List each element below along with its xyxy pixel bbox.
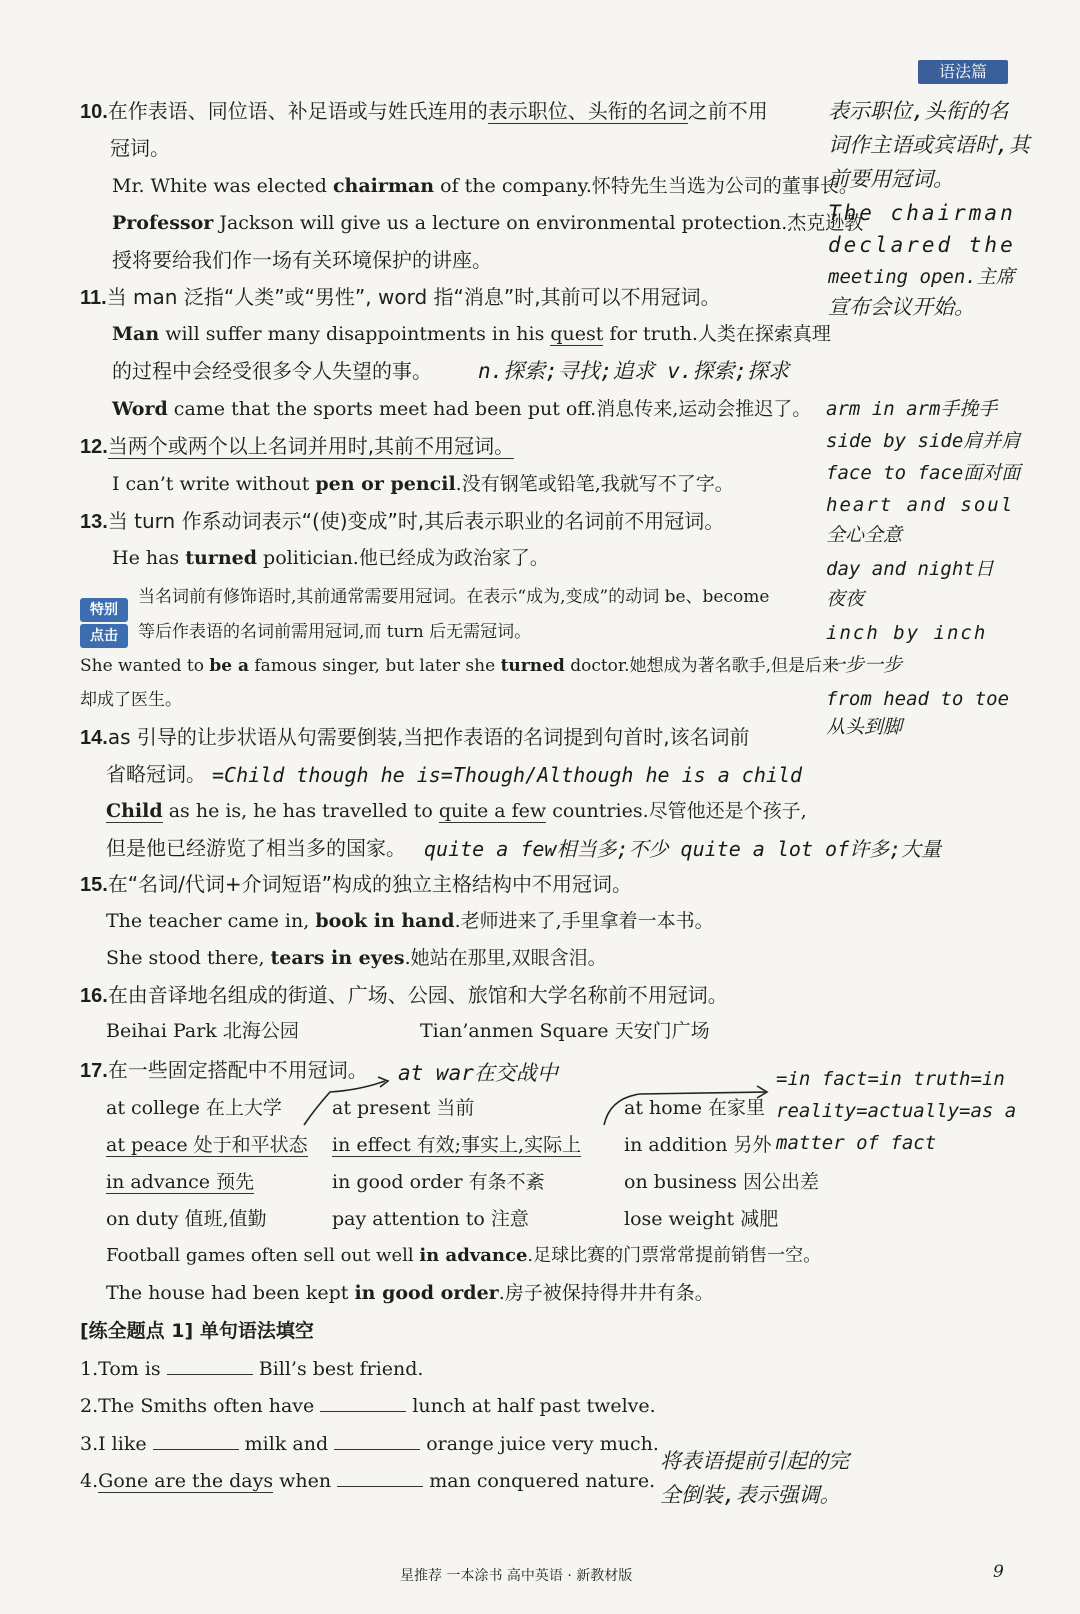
example-translation: 却成了医生。 [80, 690, 182, 710]
phrase: on duty 值班,值勤 [106, 1208, 267, 1230]
handwritten-phrase: inch by inch [826, 622, 988, 644]
example-translation: 的过程中会经受很多令人失望的事。 [112, 359, 432, 383]
handwritten-phrase: day and night日 [826, 558, 994, 580]
rule-number: 13. [80, 511, 108, 533]
phrase: at home 在家里 [624, 1097, 765, 1119]
example-text: . [527, 1245, 534, 1266]
question-text: lunch at half past twelve. [406, 1395, 656, 1417]
phrase: in good order 有条不紊 [332, 1171, 545, 1193]
example-translation: 消息传来,运动会推迟了。 [596, 398, 812, 420]
handwritten-phrase: 一步一步 [826, 654, 903, 676]
rule-14-cont: 省略冠词。 [106, 762, 206, 786]
phrase: lose weight 减肥 [624, 1208, 779, 1230]
example-text: . [498, 1282, 505, 1304]
handwritten-phrase: arm in arm手挽手 [826, 398, 998, 420]
example-right: Tian’anmen Square 天安门广场 [420, 1020, 710, 1042]
example-text: of the company. [434, 175, 592, 197]
rule-text: 当 turn 作系动词表示“(使)变成”时,其后表示职业的名词前不用冠词。 [107, 509, 725, 533]
handwritten-phrase: face to face面对面 [826, 462, 1021, 484]
example-bold: turned [185, 547, 258, 569]
handwritten-note-in-effect: matter of fact [776, 1132, 937, 1154]
phrase: pay attention to 注意 [332, 1208, 529, 1230]
rule-text: as 引导的让步状语从句需要倒装,当把作表语的名词提到句首时,该名词前 [107, 725, 750, 749]
example-translation: 她站在那里,双眼含泪。 [410, 947, 607, 969]
rule-number: 15. [80, 874, 108, 896]
phrase: at present 当前 [332, 1097, 475, 1119]
rule-text: 在由音译地名组成的街道、广场、公园、旅馆和大学名称前不用冠词。 [107, 983, 728, 1007]
handwritten-note-at-war: at war在交战中 [398, 1061, 558, 1085]
example-translation: 人类在探索真理 [697, 323, 831, 345]
question-text: when [273, 1470, 338, 1492]
question-text: milk and [238, 1433, 335, 1455]
example-text: famous singer, but later she [248, 656, 501, 676]
example-text: politician. [257, 547, 359, 569]
handwritten-phrase: heart and soul [826, 494, 1015, 516]
example-translation: 没有钢笔或铅笔,我就写不了字。 [461, 473, 734, 495]
question-text: 2.The Smiths often have [80, 1395, 321, 1417]
handwritten-phrase: 从头到脚 [826, 716, 903, 738]
example-text: She wanted to [80, 656, 210, 676]
handwritten-note-q4: 将表语提前引起的完 [660, 1449, 849, 1473]
rule-10-cont: 冠词。 [110, 136, 170, 160]
phrase-underlined: at peace 处于和平状态 [106, 1134, 308, 1156]
example-bold: Professor [112, 212, 214, 234]
phrase-underlined: in effect 有效;事实上,实际上 [332, 1134, 582, 1156]
example-text: came that the sports meet had been put off. [167, 398, 597, 420]
example-bold: in good order [354, 1282, 499, 1304]
rule-number: 11. [80, 287, 107, 309]
example-text: for truth. [603, 323, 698, 345]
footer-text: 星推荐 一本涂书 高中英语 · 新教材版 [400, 1568, 633, 1584]
example-bold: Child [106, 800, 163, 822]
handwritten-note-quest: n.探索;寻找;追求 v.探索;探求 [478, 359, 790, 383]
example-bold: pen or pencil [315, 473, 456, 495]
handwritten-note: 宣布会议开始。 [828, 295, 975, 319]
example-text: will suffer many disappointments in his [159, 323, 551, 345]
example-bold: book in hand [315, 910, 455, 932]
rule-number: 16. [80, 985, 108, 1007]
example-translation: 他已经成为政治家了。 [358, 547, 549, 569]
rule-text: 在一些固定搭配中不用冠词。 [107, 1058, 368, 1082]
handwritten-note: The chairman [828, 201, 1016, 225]
practice-title: [练全题点 1] 单句语法填空 [80, 1320, 314, 1342]
badge-text: 特别 [80, 598, 128, 622]
example-translation: 尽管他还是个孩子, [648, 800, 807, 822]
handwritten-note: 前要用冠词。 [828, 167, 954, 191]
special-note-text: 当名词前有修饰语时,其前通常需要用冠词。在表示“成为,变成”的动词 be、become [138, 587, 770, 607]
example-bold: tears in eyes [270, 947, 405, 969]
phrase-underlined: in advance 预先 [106, 1171, 255, 1193]
handwritten-note: 词作主语或宾语时,其 [828, 133, 1030, 157]
question-text: 1.Tom is [80, 1358, 167, 1380]
example-text: Mr. White was elected [112, 175, 333, 197]
phrase: at college 在上大学 [106, 1097, 282, 1119]
example-left: Beihai Park 北海公园 [106, 1020, 299, 1042]
rule-text: 当 man 泛指“人类”或“男性”, word 指“消息”时,其前可以不用冠词。 [106, 285, 721, 309]
example-text: doctor. [564, 656, 630, 676]
example-text: He has [112, 547, 186, 569]
phrase: in addition 另外 [624, 1134, 772, 1156]
example-translation: 怀特先生当选为公司的董事长。 [591, 175, 858, 197]
example-text: I can’t write without [112, 473, 316, 495]
example-translation: 但是他已经游览了相当多的国家。 [106, 836, 406, 860]
example-underlined: quite a few [438, 800, 547, 822]
handwritten-note: declared the [828, 233, 1016, 257]
rule-text: 之前不用 [687, 99, 768, 123]
example-translation: 足球比赛的门票常常提前销售一空。 [533, 1245, 822, 1266]
example-bold: Word [112, 398, 168, 420]
question-underlined: Gone are the days [98, 1470, 274, 1492]
rule-text: 在作表语、同位语、补足语或与姓氏连用的 [107, 99, 488, 123]
phrase: on business 因公出差 [624, 1171, 819, 1193]
example-text: . [404, 947, 411, 969]
example-bold: in advance [419, 1245, 528, 1266]
example-translation: 老师进来了,手里拿着一本书。 [460, 910, 714, 932]
handwritten-note: meeting open.主席 [828, 266, 1015, 288]
handwritten-phrase: 全心全意 [826, 524, 903, 546]
example-text: . [454, 910, 461, 932]
handwritten-phrase: from head to toe [826, 688, 1010, 710]
question-text: man conquered nature. [423, 1470, 656, 1492]
example-text: The house had been kept [106, 1282, 355, 1304]
rule-number: 14. [80, 727, 108, 749]
rule-number: 10. [80, 101, 108, 123]
special-note-text: 等后作表语的名词前需用冠词,而 turn 后无需冠词。 [138, 622, 532, 642]
rule-number: 17. [80, 1060, 108, 1082]
page-number: 9 [993, 1562, 1004, 1582]
example-text: The teacher came in, [106, 910, 316, 932]
example-bold: chairman [332, 175, 435, 197]
example-text: She stood there, [106, 947, 271, 969]
handwritten-note-in-effect: reality=actually=as a [776, 1100, 1017, 1122]
handwritten-note-in-effect: =in fact=in truth=in [776, 1068, 1005, 1090]
badge-text: 点击 [80, 624, 128, 648]
example-text: Jackson will give us a lecture on environmental protection. [213, 212, 788, 234]
rule-text: 当两个或两个以上名词并用时,其前不用冠词。 [107, 434, 515, 458]
question-text: 3.I like [80, 1433, 153, 1455]
rule-text: 在“名词/代词+介词短语”构成的独立主格结构中不用冠词。 [107, 872, 633, 896]
example-bold: turned [500, 656, 565, 676]
example-bold: be a [209, 656, 249, 676]
question-text: orange juice very much. [420, 1433, 659, 1455]
example-text: . [455, 473, 462, 495]
example-translation: 杰克逊教 [787, 212, 864, 234]
rule-underlined: 表示职位、头衔的名词 [487, 99, 688, 123]
handwritten-note-quite: quite a few相当多;不少 quite a lot of许多;大量 [424, 837, 942, 861]
question-text: Bill’s best friend. [252, 1358, 424, 1380]
handwritten-phrase: 夜夜 [826, 588, 865, 610]
example-text: Football games often sell out well [106, 1245, 420, 1266]
example-translation: 房子被保持得井井有条。 [504, 1282, 714, 1304]
rule-number: 12. [80, 436, 108, 458]
example-bold: Man [112, 323, 160, 345]
question-text: 4. [80, 1470, 99, 1492]
handwritten-phrase: side by side肩并肩 [826, 430, 1021, 452]
example-translation: 她想成为著名歌手,但是后来 [629, 656, 839, 676]
example-text: countries. [546, 800, 649, 822]
example-text: as he is, he has travelled to [162, 800, 439, 822]
section-tag: 语法篇 [918, 60, 1008, 84]
handwritten-note: 表示职位,头衔的名 [828, 99, 1009, 123]
example-translation: 授将要给我们作一场有关环境保护的讲座。 [112, 248, 492, 272]
handwritten-note-child: =Child though he is=Though/Although he is a child [212, 763, 803, 787]
example-underlined: quest [550, 323, 604, 345]
handwritten-note-q4: 全倒装,表示强调。 [660, 1483, 841, 1507]
